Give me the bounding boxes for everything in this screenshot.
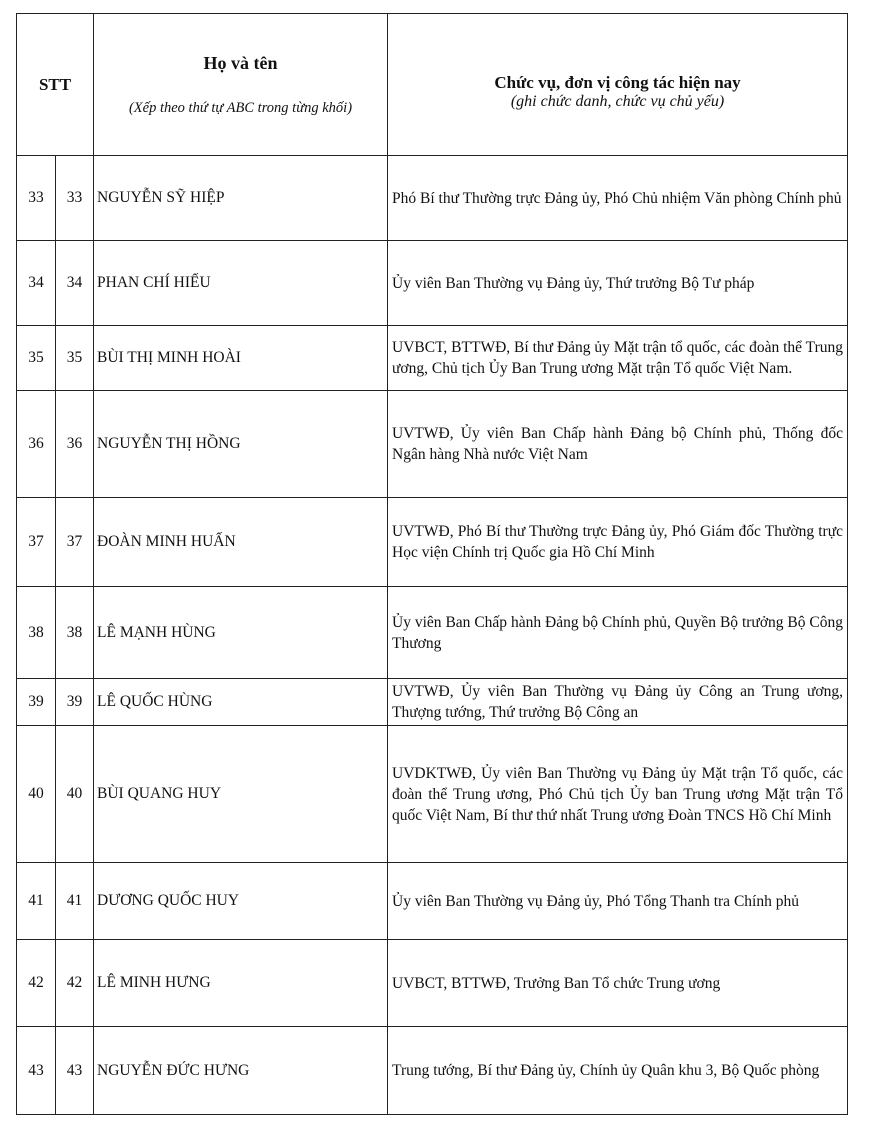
header-name-cell xyxy=(94,14,388,156)
row-role: UVTWĐ, Ủy viên Ban Thường vụ Đảng ủy Công an Trung ương, Thượng tướng, Thứ trưởng Bộ Công an xyxy=(388,679,848,726)
row-stt1: 38 xyxy=(17,587,56,679)
row-stt1: 37 xyxy=(17,498,56,587)
table-row xyxy=(17,1027,848,1115)
row-stt2: 35 xyxy=(56,326,94,391)
row-name: LÊ QUỐC HÙNG xyxy=(94,679,388,726)
row-role: Ủy viên Ban Thường vụ Đảng ủy, Phó Tổng Thanh tra Chính phủ xyxy=(388,863,848,940)
table-row xyxy=(17,587,848,679)
row-stt2: 42 xyxy=(56,940,94,1027)
row-role: Trung tướng, Bí thư Đảng ủy, Chính ủy Quân khu 3, Bộ Quốc phòng xyxy=(388,1027,848,1115)
row-role: UVTWĐ, Ủy viên Ban Chấp hành Đảng bộ Chính phủ, Thống đốc Ngân hàng Nhà nước Việt Nam xyxy=(388,391,848,498)
row-stt2: 37 xyxy=(56,498,94,587)
row-name: BÙI QUANG HUY xyxy=(94,726,388,863)
table-row xyxy=(17,498,848,587)
row-role: Phó Bí thư Thường trực Đảng ủy, Phó Chủ nhiệm Văn phòng Chính phủ xyxy=(388,156,848,241)
header-role-note: (ghi chức danh, chức vụ chủ yếu) xyxy=(510,92,725,110)
row-stt1: 42 xyxy=(17,940,56,1027)
row-stt1: 40 xyxy=(17,726,56,863)
row-stt2: 34 xyxy=(56,241,94,326)
row-role: UVDKTWĐ, Ủy viên Ban Thường vụ Đảng ủy Mặt trận Tổ quốc, các đoàn thể Trung ương, Phó Chủ tịch Ủy ban Trung ương Mặt trận Tổ quốc Việt Nam, Bí thư thứ nhất Trung ương Đoàn TNCS Hồ Chí Minh xyxy=(388,726,848,863)
row-name: NGUYỄN SỸ HIỆP xyxy=(94,156,388,241)
header-stt: STT xyxy=(17,14,94,156)
row-role: UVBCT, BTTWĐ, Bí thư Đảng ủy Mặt trận tổ quốc, các đoàn thể Trung ương, Chủ tịch Ủy Ban Trung ương Mặt trận Tổ quốc Việt Nam. xyxy=(388,326,848,391)
row-stt2: 33 xyxy=(56,156,94,241)
row-name: ĐOÀN MINH HUẤN xyxy=(94,498,388,587)
row-name: NGUYỄN THỊ HỒNG xyxy=(94,391,388,498)
row-stt2: 41 xyxy=(56,863,94,940)
row-stt2: 43 xyxy=(56,1027,94,1115)
table-row xyxy=(17,326,848,391)
row-role: UVTWĐ, Phó Bí thư Thường trực Đảng ủy, Phó Giám đốc Thường trực Học viện Chính trị Quốc gia Hồ Chí Minh xyxy=(388,498,848,587)
table-row xyxy=(17,940,848,1027)
row-stt2: 40 xyxy=(56,726,94,863)
row-name: LÊ MINH HƯNG xyxy=(94,940,388,1027)
row-role: Ủy viên Ban Chấp hành Đảng bộ Chính phủ, Quyền Bộ trưởng Bộ Công Thương xyxy=(388,587,848,679)
row-role: UVBCT, BTTWĐ, Trưởng Ban Tổ chức Trung ương xyxy=(388,940,848,1027)
header-role-cell xyxy=(388,14,848,156)
row-stt1: 35 xyxy=(17,326,56,391)
table-row xyxy=(17,156,848,241)
table-header-row xyxy=(17,14,848,156)
header-name-note: (Xếp theo thứ tự ABC trong từng khối) xyxy=(128,99,353,116)
row-stt1: 36 xyxy=(17,391,56,498)
row-stt2: 39 xyxy=(56,679,94,726)
row-stt1: 39 xyxy=(17,679,56,726)
row-name: LÊ MẠNH HÙNG xyxy=(94,587,388,679)
row-stt1: 33 xyxy=(17,156,56,241)
header-role-title: Chức vụ, đơn vị công tác hiện nay xyxy=(494,72,741,92)
row-stt1: 34 xyxy=(17,241,56,326)
row-stt1: 43 xyxy=(17,1027,56,1115)
table-row xyxy=(17,679,848,726)
table-row xyxy=(17,391,848,498)
row-stt2: 36 xyxy=(56,391,94,498)
row-name: BÙI THỊ MINH HOÀI xyxy=(94,326,388,391)
row-stt1: 41 xyxy=(17,863,56,940)
table-row xyxy=(17,241,848,326)
row-name: PHAN CHÍ HIẾU xyxy=(94,241,388,326)
table-row xyxy=(17,863,848,940)
row-stt2: 38 xyxy=(56,587,94,679)
row-name: NGUYỄN ĐỨC HƯNG xyxy=(94,1027,388,1115)
row-role: Ủy viên Ban Thường vụ Đảng ủy, Thứ trưởng Bộ Tư pháp xyxy=(388,241,848,326)
table-row xyxy=(17,726,848,863)
row-name: DƯƠNG QUỐC HUY xyxy=(94,863,388,940)
header-name-title: Họ và tên xyxy=(203,52,278,73)
personnel-table xyxy=(16,13,848,1115)
